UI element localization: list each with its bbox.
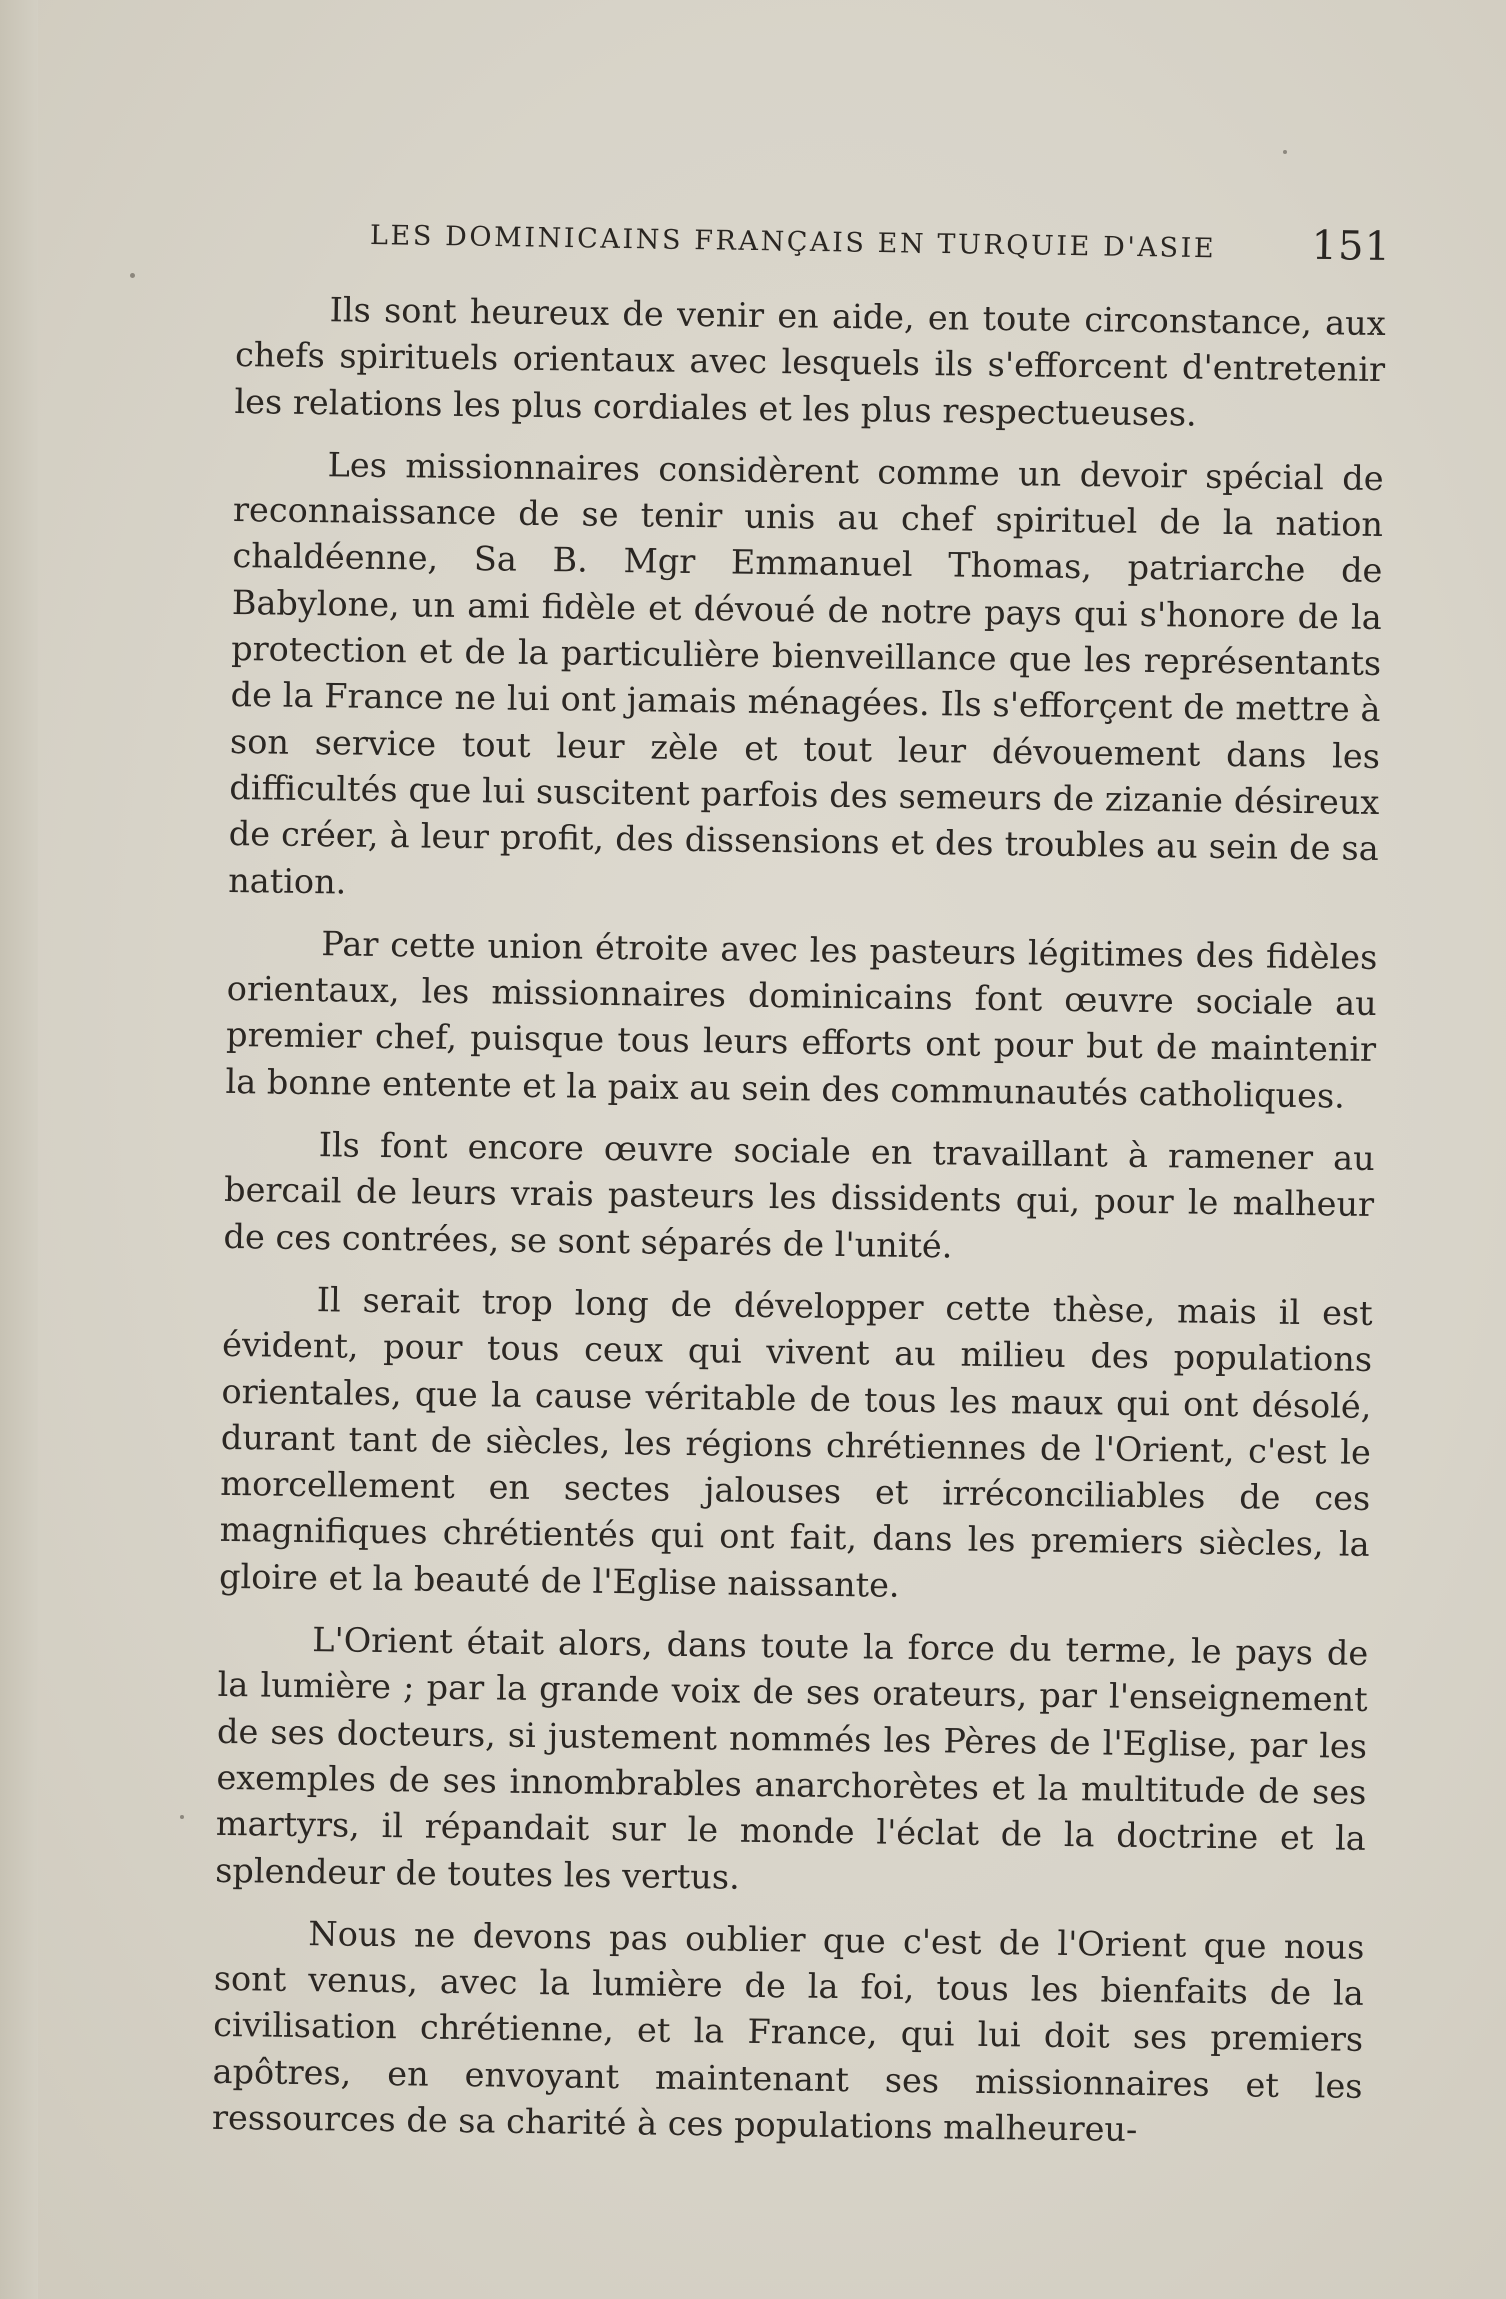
ink-speck [180, 1815, 184, 1819]
ink-speck [1283, 150, 1287, 154]
ink-speck [130, 273, 135, 278]
running-head [370, 208, 1396, 284]
paragraph: Ils sont heureux de venir en aide, en toute circonstance, aux chefs spirituels orientaux avec lesquels ils s'efforcent d'entretenir les relations les plus cordiales et les plus respectueuses. [234, 290, 1386, 434]
paragraph: Les missionnaires considèrent comme un devoir spécial de reconnaissance de se tenir unis au chef spirituel de la nation chaldéenne, Sa B. Mgr Emmanuel Thomas, patriarche de Babylone, un ami fidèle et dévoué de notre pays qui s'honore de la protection et de la particulière bienveillance que les représentants de la France ne lui ont jamais ménagées. Ils s'efforçent de mettre à son service tout leur zèle et tout leur dévouement dans les difficultés que lui suscitent parfois des semeurs de zizanie désireux de créer, à leur profit, des dissensions et des troubles au sein de sa nation. [227, 445, 1384, 902]
body-text [212, 286, 1386, 2172]
page-left-edge [0, 0, 38, 2299]
paragraph: Il serait trop long de développer cette thèse, mais il est évident, pour tous ceux qui vivent au milieu des populations orientales, que la cause véritable de tous les maux qui ont désolé, durant tant de siècles, les régions chrétiennes de l'Orient, c'est le morcellement en sectes jalouses et irréconciliables de ces magnifiques chrétientés qui ont fait, dans les premiers siècles, la gloire et la beauté de l'Eglise naissante. [218, 1280, 1373, 1605]
paragraph: Nous ne devons pas oublier que c'est de l'Orient que nous sont venus, avec la lumière de la foi, tous les bienfaits de la civilisation chrétienne, et la France, qui lui doit ses premiers apôtres, en envoyant maintenant ses missionnaires et les ressources de sa charité à ces populations malheureu- [211, 1913, 1365, 2149]
paragraph: Ils font encore œuvre sociale en travaillant à ramener au bercail de leurs vrais pasteurs les dissidents qui, pour le malheur de ces contrées, se sont séparés de l'unité. [223, 1125, 1375, 1266]
paragraph: Par cette union étroite avec les pasteurs légitimes des fidèles orientaux, les missionnaires dominicains font œuvre sociale au premier chef, puisque tous leurs efforts ont pour but de maintenir la bonne entente et la paix au sein des communautés catholiques. [225, 924, 1378, 1116]
running-title: LES DOMINICAINS FRANÇAIS EN TURQUIE D'ASIE [369, 220, 1217, 265]
paragraph: L'Orient était alors, dans toute la force du terme, le pays de la lumière ; par la grande voix de ses orateurs, par l'enseignement de ses docteurs, si justement nommés les Pères de l'Eglise, par les exemples de ses innombrables anarchorètes et la multitude de ses martyrs, il répandait sur le monde l'éclat de la doctrine et la splendeur de toutes les vertus. [215, 1620, 1369, 1897]
page-number: 151 [1311, 222, 1392, 271]
